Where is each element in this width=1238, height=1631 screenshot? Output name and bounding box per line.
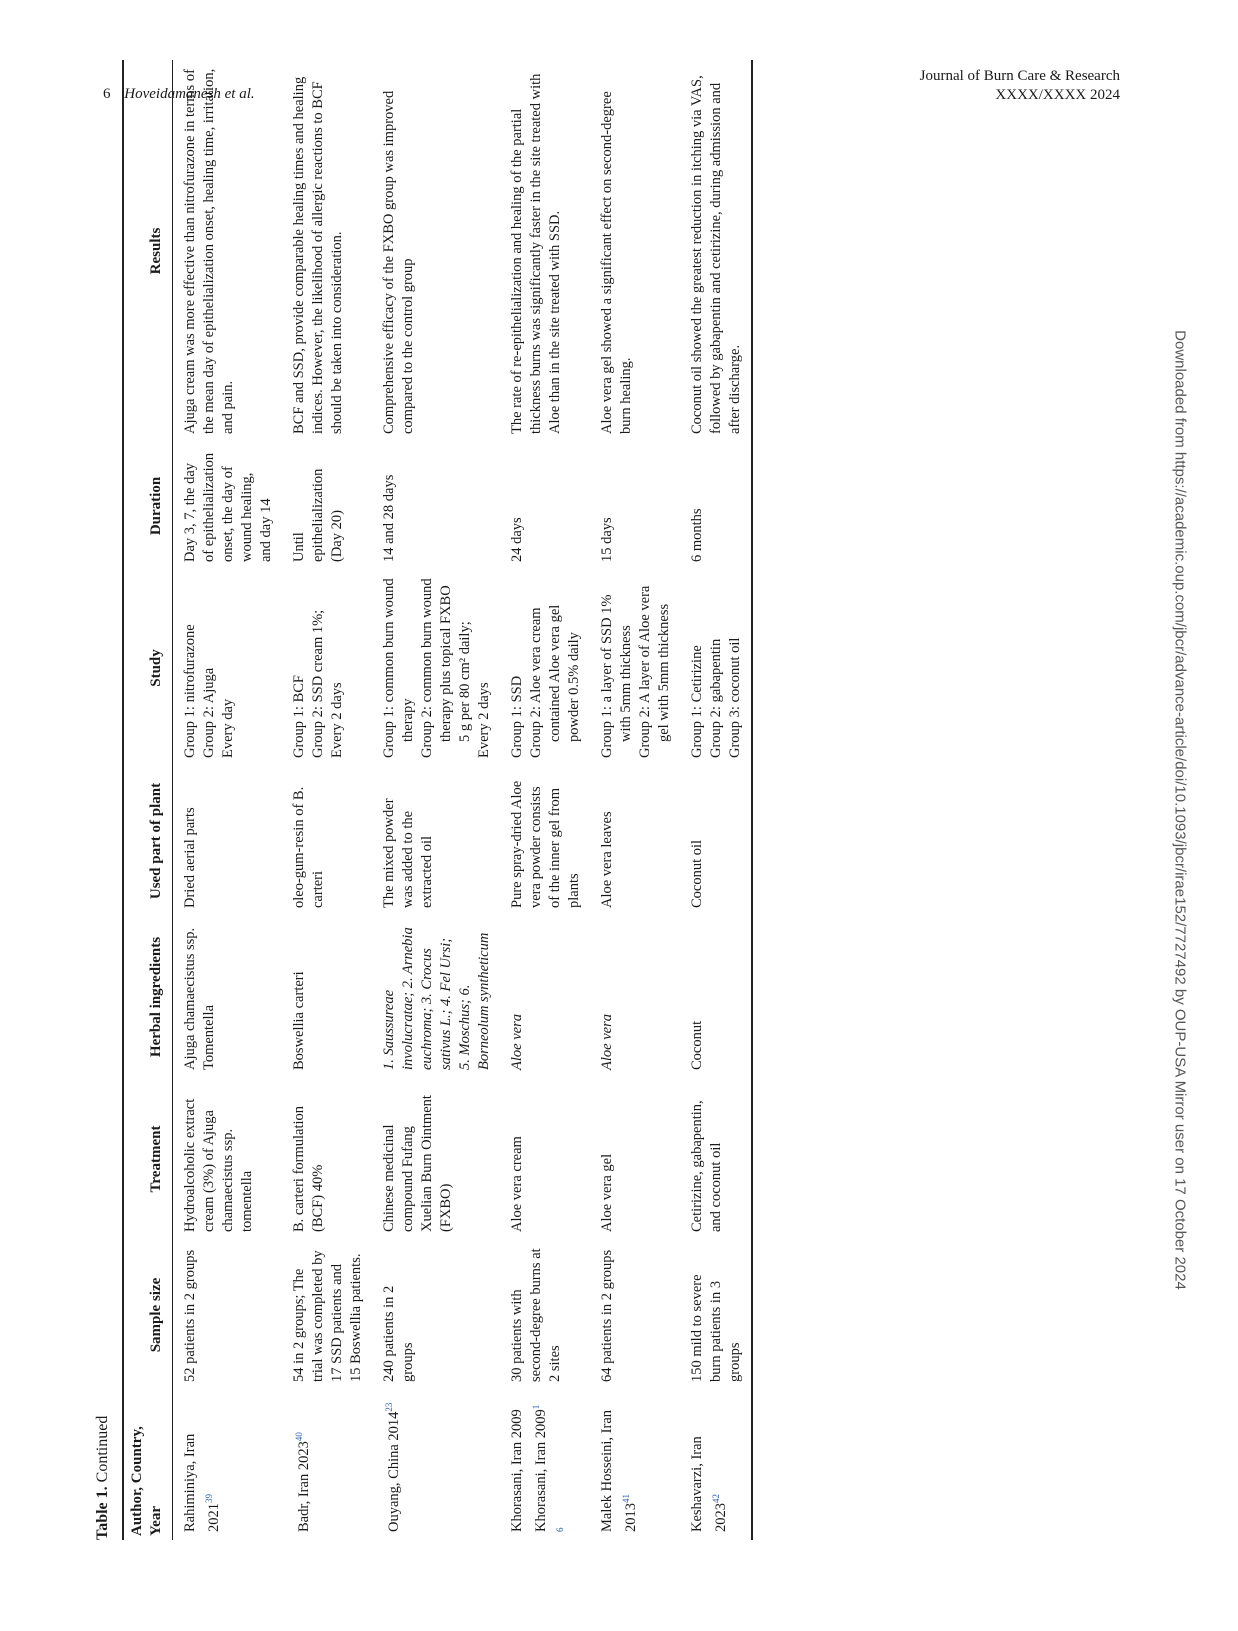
column-header: Results: [123, 60, 173, 442]
cell-results: Comprehensive efficacy of the FXBO group was improved compared to the control group: [381, 90, 416, 434]
cell-author: Malek Hosseini, Iran 2013$^{41}$: [599, 1409, 639, 1532]
cell-sample-size: 30 patients with second-degree burns at 2 sites: [509, 1248, 563, 1382]
study-line: Group 2: Ajuga: [201, 667, 217, 758]
cell-study: [372, 570, 500, 766]
table-row: [500, 60, 590, 1540]
study-line: Every day: [220, 698, 236, 758]
study-line: Group 2: Aloe vera cream contained Aloe vera gel powder 0.5% daily: [528, 604, 582, 758]
cell-treatment: Cetirizine, gabapentin, and coconut oil: [689, 1100, 724, 1232]
table-caption-text: Continued: [94, 1415, 111, 1487]
study-line: Every 2 days: [329, 682, 345, 758]
cell-author: Keshavarzi, Iran 2023$^{42}$: [689, 1436, 729, 1532]
cell-used-part: Dried aerial parts: [182, 807, 198, 908]
study-line: Group 1: Cetirizine: [689, 645, 705, 758]
journal-volume: XXXX/XXXX 2024: [995, 87, 1120, 103]
data-table: [122, 60, 753, 1540]
cell-used-part: Coconut oil: [689, 839, 705, 908]
cell-author: Rahiminiya, Iran 2021$^{39}$: [182, 1433, 222, 1532]
cell-herbal: 1. Saussureae involucratae; 2. Arnebia euchroma; 3. Crocus sativus L.; 4. Fel Ursi; 5. Moschus; 6. Borneolum syntheticum: [381, 927, 492, 1070]
journal-name: Journal of Burn Care & Research: [919, 68, 1120, 84]
reference-link[interactable]: 39: [204, 1494, 214, 1503]
reference-link[interactable]: 40: [294, 1432, 304, 1442]
cell-treatment: B. carteri formulation (BCF) 40%: [291, 1105, 326, 1232]
reference-link[interactable]: 1 6: [531, 1404, 565, 1532]
cell-study: [282, 570, 372, 766]
cell-duration: 14 and 28 days: [381, 474, 397, 562]
study-line: Every 2 days: [476, 682, 492, 758]
cell-herbal: Boswellia carteri: [291, 971, 307, 1070]
cell-duration: Day 3, 7, the day of epithelialization onset, the day of wound healing, and day 14: [182, 452, 274, 562]
study-line: Group 1: BCF: [291, 675, 307, 758]
cell-treatment: Chinese medicinal compound Fufang Xuelian Burn Ointment (FXBO): [381, 1095, 454, 1232]
study-line: Group 1: nitrofurazone: [182, 624, 198, 758]
cell-treatment: Hydroalcoholic extract cream (3%) of Ajuga chamaecistus ssp. tomentella: [182, 1098, 255, 1232]
cell-results: Ajuga cream was more effective than nitrofurazone in terms of the mean day of epithelialization onset, healing time, irritation, and pain.: [182, 68, 236, 434]
cell-sample-size: 64 patients in 2 groups: [599, 1249, 615, 1382]
cell-study: [590, 570, 680, 766]
column-header: Study: [123, 570, 173, 766]
running-authors: Hoveidamanesh et al.: [124, 86, 255, 102]
cell-study: [680, 570, 752, 766]
cell-study: [500, 570, 590, 766]
cell-sample-size: 240 patients in 2 groups: [381, 1285, 416, 1382]
cell-results: The rate of re-epithelialization and healing of the partial thickness burns was significantly faster in the site treated with Aloe than in the site treated with SSD.: [509, 73, 563, 434]
table-row: [173, 60, 283, 1540]
column-header: Herbal ingredients: [123, 916, 173, 1078]
study-line: Group 1: a layer of SSD 1% with 5mm thickness: [599, 594, 634, 758]
cell-duration: Until epithelialization (Day 20): [291, 468, 345, 562]
cell-used-part: oleo-gum-resin of B. carteri: [291, 786, 326, 908]
cell-author: Ouyang, China 2014$^{23}$: [384, 1402, 402, 1532]
cell-herbal: Aloe vera: [599, 1014, 615, 1070]
cell-results: Coconut oil showed the greatest reduction in itching via VAS, followed by gabapentin and cetirizine, during admission and after discharge.: [689, 75, 743, 434]
study-line: Group 2: common burn wound therapy plus topical FXBO 5 g per 80 cm² daily;: [419, 578, 473, 758]
cell-herbal: Aloe vera: [509, 1014, 525, 1070]
cell-used-part: Aloe vera leaves: [599, 811, 615, 908]
table-row: [680, 60, 752, 1540]
column-header: Treatment: [123, 1078, 173, 1240]
study-line: Group 1: SSD: [509, 675, 525, 758]
table-row: [282, 60, 372, 1540]
study-line: Group 2: gabapentin: [708, 638, 724, 758]
table-header-row: [123, 60, 173, 1540]
cell-sample-size: 54 in 2 groups; The trial was completed by 17 SSD patients and 15 Boswellia patients.: [291, 1250, 364, 1382]
cell-duration: 6 months: [689, 508, 705, 562]
study-line: Group 2: A layer of Aloe vera gel with 5mm thickness: [637, 585, 672, 758]
cell-study: [173, 570, 283, 766]
cell-author: Khorasani, Iran 2009 Khorasani, Iran $2009^{1 6}$: [509, 1404, 565, 1532]
cell-author: Badr, Iran 2023$^{40}$: [294, 1432, 312, 1532]
cell-used-part: Pure spray-dried Aloe vera powder consists of the inner gel from plants: [509, 780, 582, 908]
rotated-table-region: [90, 60, 1050, 1540]
cell-used-part: The mixed powder was added to the extracted oil: [381, 798, 435, 908]
reference-link[interactable]: 41: [621, 1494, 631, 1503]
cell-sample-size: 52 patients in 2 groups: [182, 1249, 198, 1382]
table-row: [590, 60, 680, 1540]
page-number: 6: [103, 86, 111, 102]
cell-sample-size: 150 mild to severe burn patients in 3 groups: [689, 1274, 743, 1382]
study-line: Group 2: SSD cream 1%;: [310, 609, 326, 758]
cell-treatment: Aloe vera gel: [599, 1153, 615, 1232]
cell-results: Aloe vera gel showed a significant effect on second-degree burn healing.: [599, 91, 634, 434]
cell-herbal: Ajuga chamaecistus ssp. Tomentella: [182, 927, 217, 1070]
cell-duration: 15 days: [599, 517, 615, 562]
column-header: Used part of plant: [123, 766, 173, 916]
study-line: Group 1: common burn wound therapy: [381, 578, 416, 758]
reference-link[interactable]: 23: [384, 1402, 394, 1412]
cell-herbal: Coconut: [689, 1020, 705, 1070]
reference-link[interactable]: 42: [711, 1494, 721, 1503]
table-caption-label: Table 1.: [94, 1486, 111, 1540]
cell-results: BCF and SSD, provide comparable healing times and healing indices. However, the likelihood of allergic reactions to BCF should be taken into consideration.: [291, 76, 345, 434]
cell-duration: 24 days: [509, 517, 525, 562]
column-header: Duration: [123, 442, 173, 570]
table-row: [372, 60, 500, 1540]
study-line: Group 3: coconut oil: [727, 637, 743, 758]
column-header: Sample size: [123, 1240, 173, 1390]
table-caption: [90, 60, 116, 1540]
download-watermark: Downloaded from https://academic.oup.com/jbcr/advance-article/doi/10.1093/jbcr/irae152/7727492 by OUP-USA Mirror user on 17 October 2024: [1171, 330, 1189, 1290]
cell-treatment: Aloe vera cream: [509, 1136, 525, 1232]
column-header: Author, Country, Year: [123, 1390, 173, 1540]
